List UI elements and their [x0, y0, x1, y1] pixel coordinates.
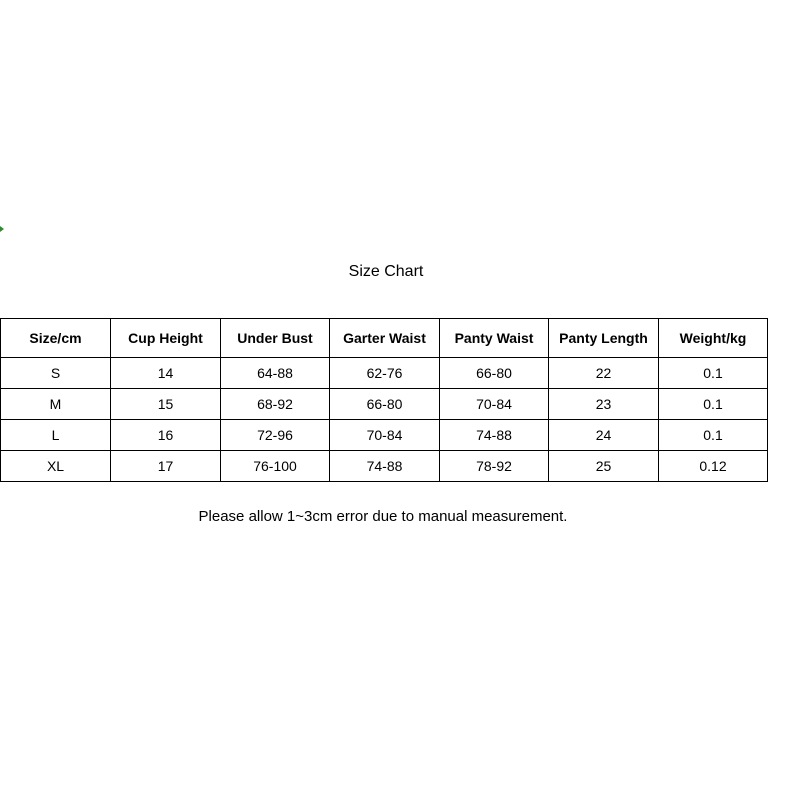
table-cell: 70-84 [330, 420, 440, 451]
table-cell: 0.12 [659, 451, 768, 482]
column-header: Panty Length [549, 319, 659, 358]
table-cell: 17 [111, 451, 221, 482]
table-cell: 16 [111, 420, 221, 451]
table-cell: 64-88 [221, 358, 330, 389]
table-cell: L [1, 420, 111, 451]
table-cell: 70-84 [440, 389, 549, 420]
table-cell: 23 [549, 389, 659, 420]
size-chart-table [0, 318, 768, 482]
table-cell: 76-100 [221, 451, 330, 482]
table-cell: 0.1 [659, 358, 768, 389]
table-cell: 25 [549, 451, 659, 482]
table-cell: M [1, 389, 111, 420]
column-header: Under Bust [221, 319, 330, 358]
table-row [1, 451, 768, 482]
table-cell: 78-92 [440, 451, 549, 482]
measurement-note: Please allow 1~3cm error due to manual measurement. [198, 508, 568, 525]
table-row [1, 358, 768, 389]
table-cell: 66-80 [330, 389, 440, 420]
table-cell: 0.1 [659, 389, 768, 420]
column-header: Weight/kg [659, 319, 768, 358]
table-cell: 68-92 [221, 389, 330, 420]
table-cell: XL [1, 451, 111, 482]
page-title: Size Chart [348, 263, 424, 280]
column-header: Size/cm [1, 319, 111, 358]
table-cell: 14 [111, 358, 221, 389]
column-header: Garter Waist [330, 319, 440, 358]
table-cell: 24 [549, 420, 659, 451]
table-cell: S [1, 358, 111, 389]
table-cell: 72-96 [221, 420, 330, 451]
table-cell: 22 [549, 358, 659, 389]
column-header: Cup Height [111, 319, 221, 358]
table-header-row [1, 319, 768, 358]
column-header: Panty Waist [440, 319, 549, 358]
table-cell: 74-88 [330, 451, 440, 482]
table-row [1, 420, 768, 451]
table-row [1, 389, 768, 420]
corner-mark [0, 226, 4, 232]
table-cell: 0.1 [659, 420, 768, 451]
table-cell: 74-88 [440, 420, 549, 451]
table-cell: 15 [111, 389, 221, 420]
table-cell: 66-80 [440, 358, 549, 389]
table-cell: 62-76 [330, 358, 440, 389]
